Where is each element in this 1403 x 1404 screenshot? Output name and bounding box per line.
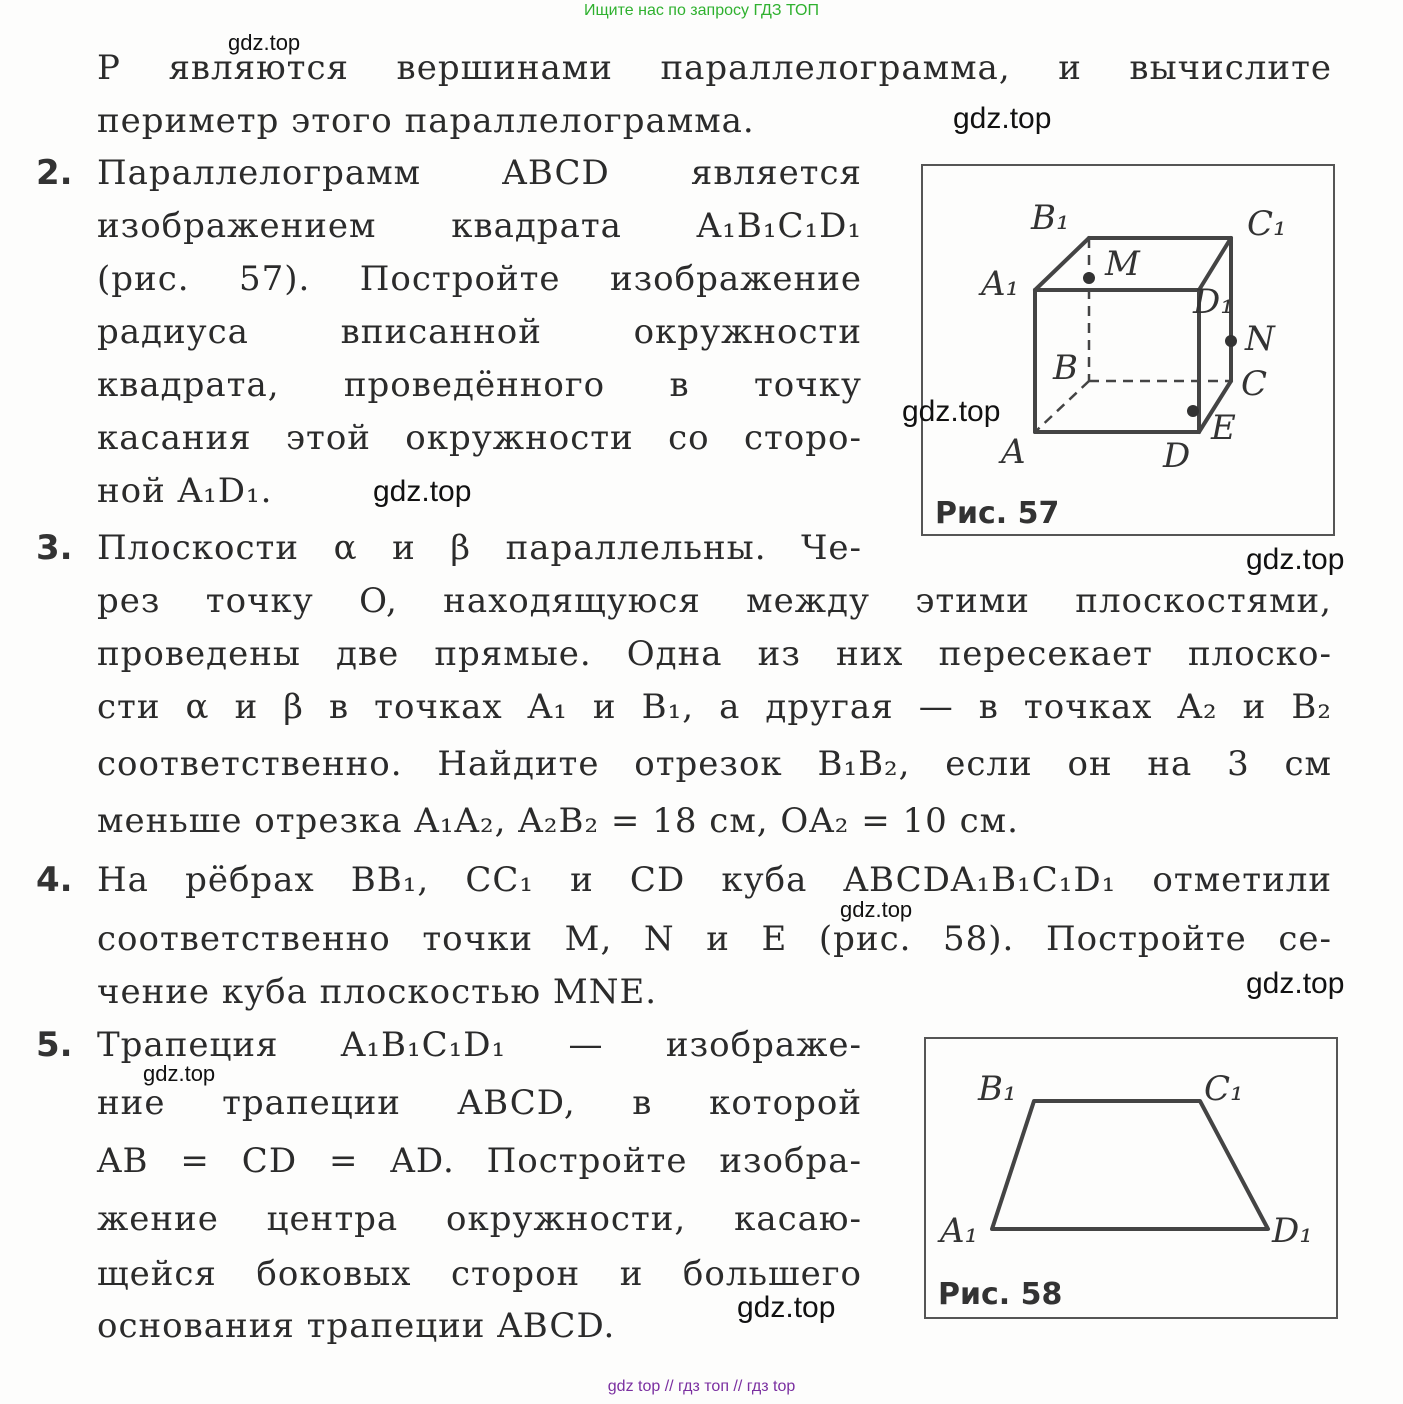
watermark: gdz.top [228,30,301,55]
label-m: M [1105,244,1140,284]
figure-57-caption: Рис. 57 [935,496,1060,531]
task2-number: 2. [36,153,73,193]
hidden-edge-b-a [1035,381,1089,432]
task4-number: 4. [36,860,73,900]
task3-line-6: меньше отрезка A₁A₂, A₂B₂ = 18 см, OA₂ = 10 см. [97,801,1019,841]
label-e: E [1211,408,1236,448]
label-c1: C₁ [1247,204,1287,244]
label-d: D [1163,436,1191,476]
figure-58 [924,1037,1338,1319]
figure-58-caption: Рис. 58 [938,1277,1063,1312]
label-trap-a1: A₁ [940,1211,979,1251]
watermark: gdz.top [840,897,913,922]
figure-57 [921,164,1335,536]
task5-line-1: Трапеция A₁B₁C₁D₁ — изображе- [97,1025,862,1065]
point-e [1187,405,1199,417]
label-c: C [1241,364,1268,404]
task2-line-7: ной A₁D₁. [97,471,273,511]
watermark: gdz.top [737,1291,836,1324]
task2-line-3: (рис. 57). Постройте изображение [97,259,862,299]
task5-line-5: щейся боковых сторон и большего [97,1254,862,1294]
top-banner[interactable]: Ищите нас по запросу ГДЗ ТОП [584,2,819,19]
label-n: N [1245,319,1275,359]
task5-line-4: жение центра окружности, касаю- [97,1199,862,1239]
label-trap-c1: C₁ [1204,1069,1244,1109]
trapezoid-shape [992,1101,1268,1229]
task2-line-2: изображением квадрата A₁B₁C₁D₁ [97,206,862,246]
label-a1: A₁ [981,264,1020,304]
task2-line-1: Параллелограмм ABCD является [97,153,862,193]
task3-line-2: рез точку O, находящуюся между этими плоскостями, [97,581,1332,621]
task3-line-4: сти α и β в точках A₁ и B₁, а другая — в точках A₂ и B₂ [97,687,1332,727]
label-a: A [1001,432,1026,472]
point-n [1225,335,1237,347]
watermark: gdz.top [1246,967,1345,1000]
task4-line-3: чение куба плоскостью MNE. [97,972,658,1012]
watermark: gdz.top [1246,543,1345,576]
point-m [1083,272,1095,284]
label-b1: B₁ [1031,198,1070,238]
task3-number: 3. [36,528,73,568]
task1-line-2: периметр этого параллелограмма. [97,101,755,141]
label-b: B [1053,348,1078,388]
task3-line-3: проведены две прямые. Одна из них пересекает плоско- [97,634,1332,674]
watermark: gdz.top [373,475,472,508]
task1-line-1: P являются вершинами параллелограмма, и вычислите [97,48,1332,88]
task2-line-5: квадрата, проведённого в точку [97,365,862,405]
task3-line-5: соответственно. Найдите отрезок B₁B₂, если он на 3 см [97,744,1332,784]
watermark: gdz.top [953,102,1052,135]
task5-line-2: ние трапеции ABCD, в которой [97,1083,862,1123]
task3-line-1: Плоскости α и β параллельны. Че- [97,528,862,568]
task5-number: 5. [36,1025,73,1065]
label-trap-b1: B₁ [978,1069,1017,1109]
label-d1: D₁ [1193,282,1234,322]
task2-line-6: касания этой окружности со сторо- [97,418,862,458]
watermark: gdz.top [902,395,1001,428]
task4-line-1: На рёбрах BB₁, CC₁ и CD куба ABCDA₁B₁C₁D₁ отметили [97,860,1332,900]
footer-links[interactable]: gdz top // гдз топ // гдз top [607,1378,796,1395]
task4-line-2: соответственно точки M, N и E (рис. 58). Постройте се- [97,919,1332,959]
label-trap-d1: D₁ [1272,1211,1313,1251]
task5-line-3: AB = CD = AD. Постройте изобра- [97,1141,862,1181]
watermark: gdz.top [143,1061,216,1086]
task5-line-6: основания трапеции ABCD. [97,1306,616,1346]
task2-line-4: радиуса вписанной окружности [97,312,862,352]
edge-a1-b1 [1035,238,1089,290]
